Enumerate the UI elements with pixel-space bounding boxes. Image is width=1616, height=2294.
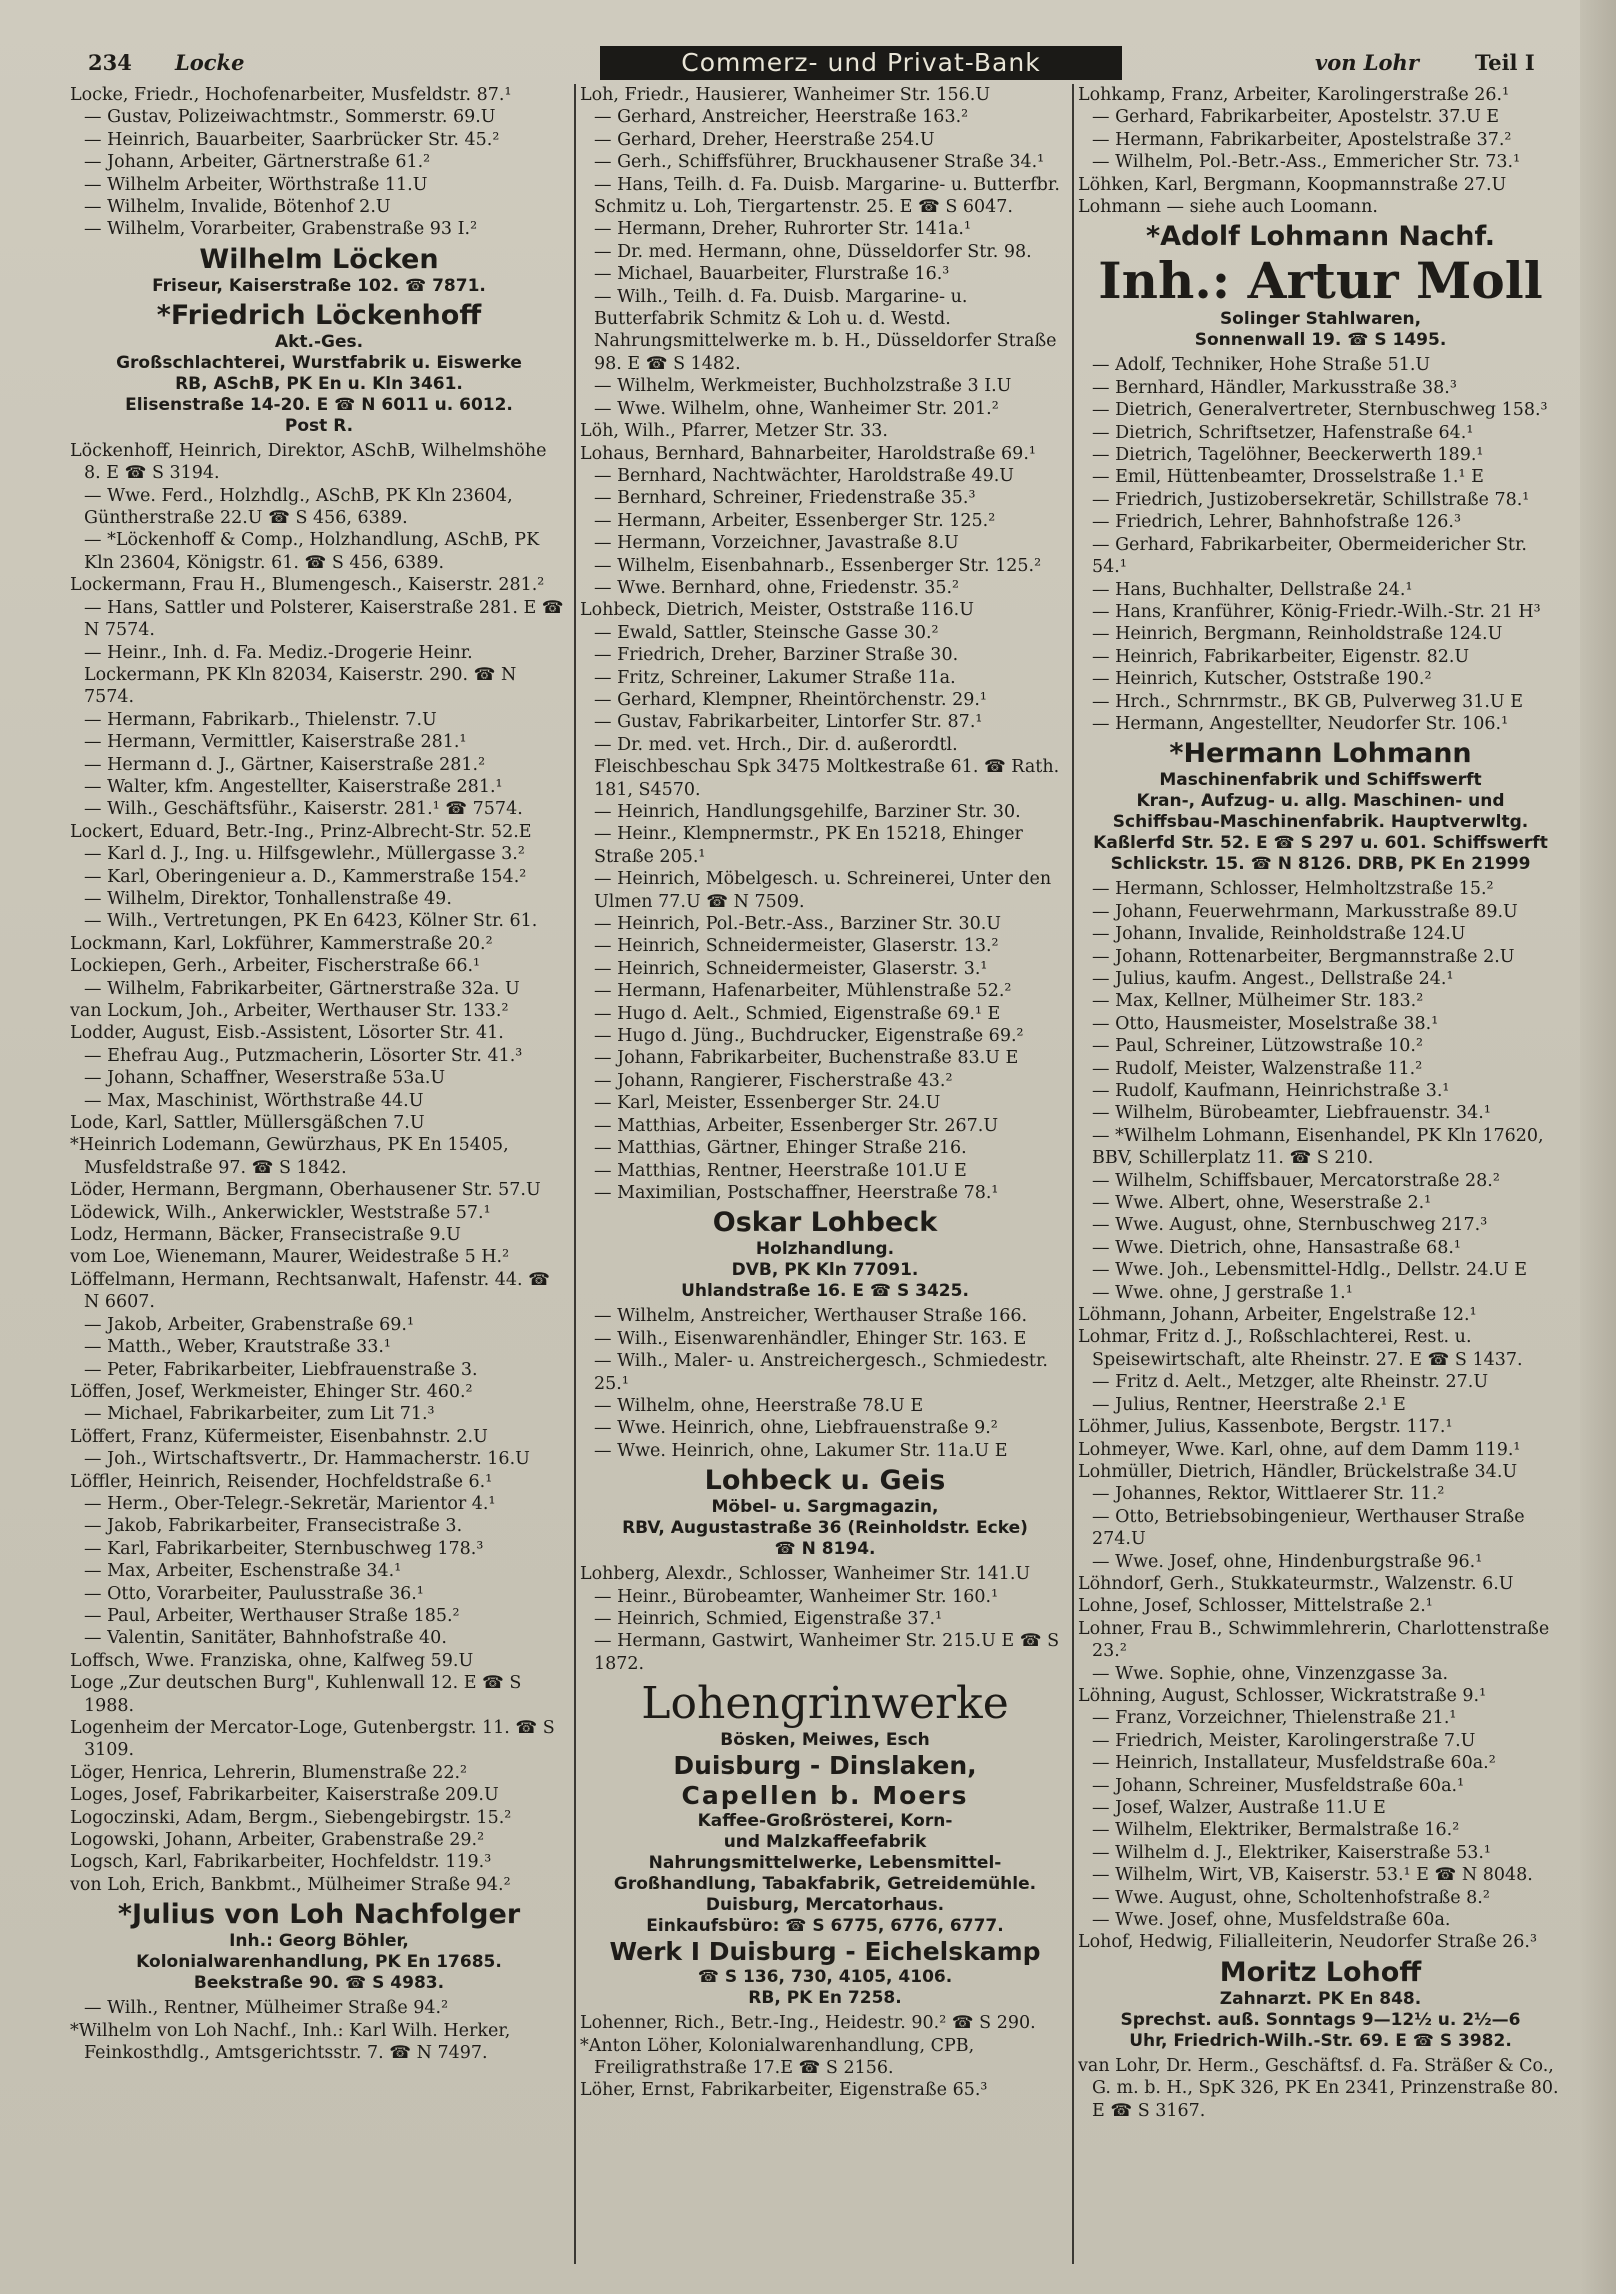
directory-entry: — Hugo d. Aelt., Schmied, Eigenstraße 69.¹ E (580, 1003, 1070, 1025)
directory-entry: — Heinrich, Möbelgesch. u. Schreinerei, Unter den Ulmen 77.U ☎ N 7509. (580, 868, 1070, 913)
directory-entry: Löhmer, Julius, Kassenbote, Bergstr. 117.¹ (1078, 1417, 1453, 1438)
directory-entry: Löckenhoff, Heinrich, Direktor, ASchB, Wilhelmshöhe 8. E ☎ S 3194. (70, 440, 547, 484)
directory-entry: — *Löckenhoff & Comp., Holzhandlung, ASchB, PK Kln 23604, Königstr. 61. ☎ S 456, 6389. (70, 529, 568, 574)
directory-entry: — Emil, Hüttenbeamter, Drosselstraße 1.¹ E (1078, 466, 1563, 488)
advertisement-line: Lohengrinwerke (641, 1678, 1009, 1730)
directory-entry: — Johann, Rottenarbeiter, Bergmannstraße 2.U (1078, 946, 1563, 968)
directory-entry: Lödewick, Wilh., Ankerwickler, Weststraße 57.¹ (70, 1202, 491, 1223)
directory-entry: — Paul, Arbeiter, Werthauser Straße 185.² (70, 1605, 568, 1627)
directory-entry: — Gerh., Schiffsführer, Bruckhausener Straße 34.¹ (580, 151, 1070, 173)
directory-entry: Lohberg, Alexdr., Schlosser, Wanheimer Str. 141.U (580, 1564, 1031, 1585)
directory-entry: Loges, Josef, Fabrikarbeiter, Kaiserstraße 209.U (70, 1785, 499, 1806)
directory-entry: — Fritz d. Aelt., Metzger, alte Rheinstr. 27.U (1078, 1371, 1563, 1393)
directory-entry: — Friedrich, Lehrer, Bahnhofstraße 126.³ (1078, 511, 1563, 533)
directory-entry: — Friedrich, Justizobersekretär, Schillstraße 78.¹ (1078, 489, 1563, 511)
directory-entry: Lohmeyer, Wwe. Karl, ohne, auf dem Damm 119.¹ (1078, 1439, 1521, 1460)
directory-entry: — Heinrich, Pol.-Betr.-Ass., Barziner Str. 30.U (580, 913, 1070, 935)
directory-entry: van Lockum, Joh., Arbeiter, Werthauser Str. 133.² (70, 1001, 509, 1021)
directory-entry: — Wwe. Josef, ohne, Musfeldstraße 60a. (1078, 1909, 1563, 1931)
directory-entry: *Anton Löher, Kolonialwarenhandlung, CPB, Freiligrathstraße 17.E ☎ S 2156. (580, 2035, 975, 2078)
directory-entry: — Heinrich, Kutscher, Oststraße 190.² (1078, 668, 1563, 690)
advertisement-line: ☎ S 136, 730, 4105, 4106. (697, 1967, 953, 1988)
directory-entry: — Heinrich, Schneidermeister, Glaserstr. 3.¹ (580, 958, 1070, 980)
directory-entry: — Johann, Rangierer, Fischerstraße 43.² (580, 1070, 1070, 1092)
directory-entry: — Wwe. Albert, ohne, Weserstraße 2.¹ (1078, 1192, 1563, 1214)
directory-entry: Lockert, Eduard, Betr.-Ing., Prinz-Albrecht-Str. 52.E (70, 821, 532, 842)
advertisement-line: Capellen b. Moers (681, 1781, 969, 1811)
directory-entry: — Max, Kellner, Mülheimer Str. 183.² (1078, 990, 1563, 1012)
directory-entry: Loge „Zur deutschen Burg", Kuhlenwall 12. E ☎ S 1988. (70, 1673, 522, 1716)
advertisement-line: und Malzkaffeefabrik (723, 1832, 927, 1853)
directory-entry: — Michael, Fabrikarbeiter, zum Lit 71.³ (70, 1403, 568, 1425)
directory-entry: — Dr. med. vet. Hrch., Dir. d. außerordtl. Fleischbeschau Spk 3475 Moltkestraße 61. ☎ Rath. 181, S4570. (580, 734, 1070, 801)
column-divider (1072, 84, 1074, 2264)
advertisement-line: Kaffee-Großrösterei, Korn- (697, 1811, 953, 1832)
directory-entry: — Bernhard, Schreiner, Friedenstraße 35.³ (580, 487, 1070, 509)
advertisement-line: Duisburg, Mercatorhaus. (705, 1895, 945, 1916)
directory-entry: Lockiepen, Gerh., Arbeiter, Fischerstraße 66.¹ (70, 956, 481, 977)
directory-entry: — Friedrich, Meister, Karolingerstraße 7.U (1078, 1730, 1563, 1752)
directory-entry: — Gerhard, Fabrikarbeiter, Apostelstr. 37.U E (1078, 106, 1563, 128)
directory-entry: Logowski, Johann, Arbeiter, Grabenstraße 29.² (70, 1830, 485, 1851)
column-middle (580, 84, 1070, 2264)
advertisement-line: Oskar Lohbeck (712, 1207, 938, 1239)
advertisement-line: Wilhelm Löcken (199, 243, 439, 275)
advertisement-block (70, 300, 568, 437)
directory-entry: — Hermann, Dreher, Ruhrorter Str. 141a.¹ (580, 218, 1070, 240)
advertisement-line: Moritz Lohoff (1219, 1956, 1422, 1988)
directory-entry: Lode, Karl, Sattler, Müllersgäßchen 7.U (70, 1113, 425, 1134)
directory-entry: — Hermann, Gastwirt, Wanheimer Str. 215.U E ☎ S 1872. (580, 1630, 1070, 1675)
directory-entry: — Michael, Bauarbeiter, Flurstraße 16.³ (580, 263, 1070, 285)
page-number: 234 (88, 50, 132, 75)
directory-entry: Löhken, Karl, Bergmann, Koopmannstraße 27.U (1078, 174, 1507, 195)
directory-entry: — Wwe. Ferd., Holzhdlg., ASchB, PK Kln 23604, Güntherstraße 22.U ☎ S 456, 6389. (70, 485, 568, 530)
directory-entry: — Jakob, Fabrikarbeiter, Fransecistraße 3. (70, 1515, 568, 1537)
directory-entry: — Hermann, Angestellter, Neudorfer Str. 106.¹ (1078, 713, 1563, 735)
advertisement-line: Lohbeck u. Geis (704, 1465, 946, 1497)
directory-entry: — Herm., Ober-Telegr.-Sekretär, Marientor 4.¹ (70, 1493, 568, 1515)
directory-entry: — Hermann, Fabrikarb., Thielenstr. 7.U (70, 709, 568, 731)
advertisement-line: Akt.-Ges. (274, 331, 364, 352)
advertisement-line: Uhlandstraße 16. E ☎ S 3425. (681, 1281, 969, 1302)
directory-entry: — Wilhelm, Anstreicher, Werthauser Straße 166. (580, 1305, 1070, 1327)
directory-entry: — Hermann, Fabrikarbeiter, Apostelstraße 37.² (1078, 129, 1563, 151)
directory-entry: — Max, Arbeiter, Eschenstraße 34.¹ (70, 1560, 568, 1582)
advertisement-line: Werk I Duisburg - Eichelskamp (609, 1937, 1041, 1967)
directory-entry: Löh, Wilh., Pfarrer, Metzer Str. 33. (580, 421, 888, 442)
directory-entry: — Johann, Invalide, Reinholdstraße 124.U (1078, 923, 1563, 945)
directory-entry: — Matthias, Arbeiter, Essenberger Str. 267.U (580, 1115, 1070, 1137)
scan-edge (1580, 0, 1616, 2294)
advertisement-line: Inh.: Artur Moll (1098, 251, 1543, 311)
directory-entry: — Gerhard, Fabrikarbeiter, Obermeidericher Str. 54.¹ (1078, 534, 1563, 579)
directory-entry: — Dietrich, Schriftsetzer, Hafenstraße 64.¹ (1078, 422, 1563, 444)
directory-entry: — Otto, Betriebsobingenieur, Werthauser Straße 274.U (1078, 1506, 1563, 1551)
directory-entry: — Heinrich, Installateur, Musfeldstraße 60a.² (1078, 1752, 1563, 1774)
directory-entry: Löger, Henrica, Lehrerin, Blumenstraße 22.² (70, 1762, 468, 1783)
directory-entry: Löher, Ernst, Fabrikarbeiter, Eigenstraße 65.³ (580, 2080, 988, 2101)
advertisement-block (580, 1207, 1070, 1302)
directory-entry: — Rudolf, Meister, Walzenstraße 11.² (1078, 1058, 1563, 1080)
directory-entry: Lohmar, Fritz d. J., Roßschlachterei, Rest. u. Speisewirtschaft, alte Rheinstr. 27. E ☎ S 1437. (1078, 1327, 1523, 1370)
directory-entry: — Wilhelm, Werkmeister, Buchholzstraße 3 I.U (580, 375, 1070, 397)
advertisement-line: *Julius von Loh Nachfolger (117, 1899, 521, 1931)
directory-entry: — Otto, Hausmeister, Moselstraße 38.¹ (1078, 1013, 1563, 1035)
directory-entry: Löder, Hermann, Bergmann, Oberhausener Str. 57.U (70, 1180, 541, 1201)
advertisement-line: Zahnarzt. PK En 848. (1219, 1988, 1422, 2009)
directory-entry: von Loh, Erich, Bankbmt., Mülheimer Straße 94.² (70, 1874, 511, 1895)
directory-entry: Locke, Friedr., Hochofenarbeiter, Musfeldstr. 87.¹ (70, 85, 512, 105)
directory-entry: — Wilh., Eisenwarenhändler, Ehinger Str. 163. E (580, 1328, 1070, 1350)
directory-entry: Löffler, Heinrich, Reisender, Hochfeldstraße 6.¹ (70, 1471, 493, 1492)
directory-entry: Lohenner, Rich., Betr.-Ing., Heidestr. 90.² ☎ S 290. (580, 2013, 1036, 2034)
directory-entry: — Wilhelm, Bürobeamter, Liebfrauenstr. 34.¹ (1078, 1102, 1563, 1124)
directory-entry: — Wwe. Heinrich, ohne, Lakumer Str. 11a.U E (580, 1440, 1070, 1462)
header-right-word: von Lohr (1315, 50, 1419, 75)
directory-entry: — Fritz, Schreiner, Lakumer Straße 11a. (580, 667, 1070, 689)
advertisement-line: RB, PK En 7258. (748, 1988, 902, 2009)
directory-entry: Logsch, Karl, Fabrikarbeiter, Hochfeldstr. 119.³ (70, 1852, 492, 1873)
directory-entry: — Hermann, Arbeiter, Essenberger Str. 125.² (580, 510, 1070, 532)
directory-entry: — Hermann, Vorzeichner, Javastraße 8.U (580, 532, 1070, 554)
advertisement-block (1078, 738, 1563, 875)
directory-entry: — Johann, Fabrikarbeiter, Buchenstraße 83.U E (580, 1047, 1070, 1069)
advertisement-line: Nahrungsmittelwerke, Lebensmittel- (648, 1853, 1002, 1874)
directory-entry: Lodz, Hermann, Bäcker, Fransecistraße 9.U (70, 1225, 461, 1246)
directory-entry: vom Loe, Wienemann, Maurer, Weidestraße 5 H.² (70, 1247, 510, 1268)
advertisement-line: Holzhandlung. (755, 1239, 895, 1260)
directory-entry: — Heinrich, Bauarbeiter, Saarbrücker Str. 45.² (70, 129, 568, 151)
directory-entry: — Jakob, Arbeiter, Grabenstraße 69.¹ (70, 1314, 568, 1336)
directory-entry: — Paul, Schreiner, Lützowstraße 10.² (1078, 1035, 1563, 1057)
directory-entry: — Wwe. Joh., Lebensmittel-Hdlg., Dellstr. 24.U E (1078, 1259, 1563, 1281)
advertisement-line: Bösken, Meiwes, Esch (720, 1730, 930, 1751)
directory-entry: — Karl d. J., Ing. u. Hilfsgewlehr., Müllergasse 3.² (70, 843, 568, 865)
directory-entry: — Hermann, Hafenarbeiter, Mühlenstraße 52.² (580, 980, 1070, 1002)
directory-entry: — Otto, Vorarbeiter, Paulusstraße 36.¹ (70, 1583, 568, 1605)
directory-entry: — Maximilian, Postschaffner, Heerstraße 78.¹ (580, 1182, 1070, 1204)
directory-entry: — Wwe. Bernhard, ohne, Friedenstr. 35.² (580, 577, 1070, 599)
directory-entry: — Wilhelm, Direktor, Tonhallenstraße 49. (70, 888, 568, 910)
advertisement-block (70, 244, 568, 297)
advertisement-line: Schlickstr. 15. ☎ N 8126. DRB, PK En 21999 (1110, 854, 1531, 875)
directory-entry: *Wilhelm von Loh Nachf., Inh.: Karl Wilh. Herker, Feinkosthdlg., Amtsgerichtsstr. 7. ☎ N 7497. (70, 2020, 511, 2064)
directory-entry: — Heinrich, Fabrikarbeiter, Eigenstr. 82.U (1078, 646, 1563, 668)
advertisement-block (580, 1465, 1070, 1560)
directory-entry: Lohmann — siehe auch Loomann. (1078, 197, 1378, 218)
directory-entry: — Hans, Sattler und Polsterer, Kaiserstraße 281. E ☎ N 7574. (70, 597, 568, 642)
advertisement-line: Kolonialwarenhandlung, PK En 17685. (136, 1952, 502, 1973)
advertisement-line: Uhr, Friedrich-Wilh.-Str. 69. E ☎ S 3982. (1129, 2030, 1512, 2051)
directory-entry: — Wilhelm Arbeiter, Wörthstraße 11.U (70, 174, 568, 196)
directory-entry: — Julius, kaufm. Angest., Dellstraße 24.¹ (1078, 968, 1563, 990)
advertisement-block (70, 1899, 568, 1994)
directory-entry: — Wilh., Teilh. d. Fa. Duisb. Margarine- u. Butterfabrik Schmitz & Loh u. d. Westd. Nahrungsmittelwerke m. b. H., Düsseldorfer Straße 98. E ☎ S 1482. (580, 286, 1070, 376)
directory-entry: — Valentin, Sanitäter, Bahnhofstraße 40. (70, 1627, 568, 1649)
directory-entry: — Walter, kfm. Angestellter, Kaiserstraße 281.¹ (70, 776, 568, 798)
advertisement-line: Einkaufsbüro: ☎ S 6775, 6776, 6777. (646, 1916, 1004, 1937)
directory-entry: — *Wilhelm Lohmann, Eisenhandel, PK Kln 17620, BBV, Schillerplatz 11. ☎ S 210. (1078, 1125, 1563, 1170)
bank-banner: Commerz- und Privat-Bank (600, 46, 1122, 80)
advertisement-line: Schiffsbau-Maschinenfabrik. Hauptverwltg. (1112, 812, 1529, 833)
directory-entry: — Wwe. Heinrich, ohne, Liebfrauenstraße 9.² (580, 1417, 1070, 1439)
directory-entry: — Wilhelm, Elektriker, Bermalstraße 16.² (1078, 1819, 1563, 1841)
directory-entry: Loffsch, Wwe. Franziska, ohne, Kalfweg 59.U (70, 1650, 474, 1671)
directory-entry: Lohkamp, Franz, Arbeiter, Karolingerstraße 26.¹ (1078, 85, 1510, 105)
directory-entry: — Wilh., Rentner, Mülheimer Straße 94.² (70, 1997, 568, 2019)
directory-entry: — Karl, Meister, Essenberger Str. 24.U (580, 1092, 1070, 1114)
advertisement-line: ☎ N 8194. (774, 1539, 876, 1560)
header-left-word: Locke (175, 50, 245, 75)
directory-entry: — Heinr., Bürobeamter, Wanheimer Str. 160.¹ (580, 1586, 1070, 1608)
directory-entry: Lodder, August, Eisb.-Assistent, Lösorter Str. 41. (70, 1023, 504, 1044)
directory-entry: Lockermann, Frau H., Blumengesch., Kaiserstr. 281.² (70, 575, 545, 596)
directory-entry: — Johann, Arbeiter, Gärtnerstraße 61.² (70, 151, 568, 173)
directory-entry: Lohmüller, Dietrich, Händler, Brückelstraße 34.U (1078, 1461, 1518, 1482)
directory-entry: Löffert, Franz, Küfermeister, Eisenbahnstr. 2.U (70, 1426, 488, 1447)
directory-entry: Lohaus, Bernhard, Bahnarbeiter, Haroldstraße 69.¹ (580, 443, 1036, 464)
directory-entry: — Julius, Rentner, Heerstraße 2.¹ E (1078, 1394, 1563, 1416)
page-header (70, 46, 1560, 82)
advertisement-line: *Hermann Lohmann (1169, 738, 1472, 770)
directory-entry: — Hermann, Vermittler, Kaiserstraße 281.¹ (70, 731, 568, 753)
column-right (1078, 84, 1563, 2264)
directory-entry: — Wwe. ohne, J gerstraße 1.¹ (1078, 1282, 1563, 1304)
directory-entry: — Heinrich, Bergmann, Reinholdstraße 124.U (1078, 623, 1563, 645)
advertisement-line: Inh.: Georg Böhler, (229, 1931, 409, 1952)
directory-entry: — Gustav, Fabrikarbeiter, Lintorfer Str. 87.¹ (580, 711, 1070, 733)
directory-entry: — Heinrich, Schneidermeister, Glaserstr. 13.² (580, 935, 1070, 957)
directory-entry: — Wilhelm, Invalide, Bötenhof 2.U (70, 196, 568, 218)
directory-entry: — Karl, Fabrikarbeiter, Sternbuschweg 178.³ (70, 1538, 568, 1560)
directory-entry: Löhmann, Johann, Arbeiter, Engelstraße 12.¹ (1078, 1305, 1477, 1326)
directory-entry: — Josef, Walzer, Austraße 11.U E (1078, 1797, 1563, 1819)
advertisement-line: Großhandlung, Tabakfabrik, Getreidemühle. (613, 1874, 1037, 1895)
directory-entry: — Wwe. August, ohne, Scholtenhofstraße 8.² (1078, 1887, 1563, 1909)
directory-entry: — Johannes, Rektor, Wittlaerer Str. 11.² (1078, 1483, 1563, 1505)
directory-entry: — Bernhard, Nachtwächter, Haroldstraße 49.U (580, 465, 1070, 487)
directory-entry: — Dietrich, Tagelöhner, Beeckerwerth 189.¹ (1078, 444, 1563, 466)
advertisement-line: RBV, Augustastraße 36 (Reinholdstr. Ecke) (622, 1518, 1028, 1539)
directory-entry: — Dr. med. Hermann, ohne, Düsseldorfer Str. 98. (580, 241, 1070, 263)
directory-entry: — Rudolf, Kaufmann, Heinrichstraße 3.¹ (1078, 1080, 1563, 1102)
directory-entry: — Heinr., Inh. d. Fa. Mediz.-Drogerie Heinr. Lockermann, PK Kln 82034, Kaiserstr. 290. ☎ N 7574. (70, 642, 568, 709)
directory-entry: — Wilhelm, Vorarbeiter, Grabenstraße 93 I.² (70, 218, 568, 240)
directory-entry: Löhndorf, Gerh., Stukkateurmstr., Walzenstr. 6.U (1078, 1573, 1514, 1594)
directory-entry: — Gerhard, Klempner, Rheintörchenstr. 29.¹ (580, 689, 1070, 711)
directory-entry: — Heinrich, Handlungsgehilfe, Barziner Str. 30. (580, 801, 1070, 823)
advertisement-block (580, 1678, 1070, 2009)
directory-entry: — Wilhelm, Pol.-Betr.-Ass., Emmericher Str. 73.¹ (1078, 151, 1563, 173)
directory-entry: — Hans, Kranführer, König-Friedr.-Wilh.-Str. 21 H³ (1078, 601, 1563, 623)
advertisement-line: DVB, PK Kln 77091. (731, 1260, 919, 1281)
directory-entry: — Ehefrau Aug., Putzmacherin, Lösorter Str. 41.³ (70, 1045, 568, 1067)
directory-entry: — Friedrich, Dreher, Barziner Straße 30. (580, 644, 1070, 666)
advertisement-line: Post R. (284, 415, 354, 436)
directory-entry: — Hugo d. Jüng., Buchdrucker, Eigenstraße 69.² (580, 1025, 1070, 1047)
directory-entry: — Wilh., Vertretungen, PK En 6423, Kölner Str. 61. (70, 910, 568, 932)
advertisement-line: *Friedrich Löckenhoff (156, 299, 482, 331)
directory-entry: — Johann, Schreiner, Musfeldstraße 60a.¹ (1078, 1775, 1563, 1797)
directory-entry: — Wwe. Dietrich, ohne, Hansastraße 68.¹ (1078, 1237, 1563, 1259)
advertisement-line: Duisburg - Dinslaken, (673, 1751, 977, 1781)
advertisement-line: Maschinenfabrik und Schiffswerft (1159, 770, 1482, 791)
header-part: Teil I (1475, 50, 1535, 75)
directory-entry: — Gerhard, Anstreicher, Heerstraße 163.² (580, 106, 1070, 128)
directory-entry: Löffelmann, Hermann, Rechtsanwalt, Hafenstr. 44. ☎ N 6607. (70, 1269, 550, 1313)
directory-entry: — Heinr., Klempnermstr., PK En 15218, Ehinger Straße 205.¹ (580, 823, 1070, 868)
directory-entry: — Ewald, Sattler, Steinsche Gasse 30.² (580, 622, 1070, 644)
directory-entry: — Heinrich, Schmied, Eigenstraße 37.¹ (580, 1608, 1070, 1630)
directory-entry: — Adolf, Techniker, Hohe Straße 51.U (1078, 354, 1563, 376)
directory-entry: — Wilh., Maler- u. Anstreichergesch., Schmiedestr. 25.¹ (580, 1350, 1070, 1395)
directory-entry: — Matthias, Rentner, Heerstraße 101.U E (580, 1160, 1070, 1182)
directory-entry: — Wwe. August, ohne, Sternbuschweg 217.³ (1078, 1214, 1563, 1236)
advertisement-line: RB, ASchB, PK En u. Kln 3461. (175, 373, 463, 394)
directory-entry: Lohner, Frau B., Schwimmlehrerin, Charlottenstraße 23.² (1078, 1618, 1550, 1662)
directory-entry: Löhning, August, Schlosser, Wickratstraße 9.¹ (1078, 1685, 1487, 1706)
directory-entry: — Wilhelm, Wirt, VB, Kaiserstr. 53.¹ E ☎ N 8048. (1078, 1864, 1563, 1886)
directory-entry: — Wwe. Wilhelm, ohne, Wanheimer Str. 201.² (580, 398, 1070, 420)
directory-entry: — Wwe. Josef, ohne, Hindenburgstraße 96.¹ (1078, 1551, 1563, 1573)
advertisement-line: Kran-, Aufzug- u. allg. Maschinen- und (1136, 791, 1505, 812)
directory-entry: Lohbeck, Dietrich, Meister, Oststraße 116.U (580, 600, 974, 621)
column-left (70, 84, 568, 2264)
directory-entry: — Wilhelm, Fabrikarbeiter, Gärtnerstraße 32a. U (70, 978, 568, 1000)
directory-entry: — Joh., Wirtschaftsvertr., Dr. Hammacherstr. 16.U (70, 1448, 568, 1470)
directory-entry: — Dietrich, Generalvertreter, Sternbuschweg 158.³ (1078, 399, 1563, 421)
advertisement-line: Kaßlerfd Str. 52. E ☎ S 297 u. 601. Schiffswerft (1093, 833, 1548, 854)
directory-entry: Lockmann, Karl, Lokführer, Kammerstraße 20.² (70, 933, 493, 954)
directory-entry: — Max, Maschinist, Wörthstraße 44.U (70, 1090, 568, 1112)
directory-entry: — Wwe. Sophie, ohne, Vinzenzgasse 3a. (1078, 1663, 1563, 1685)
directory-entry: — Wilh., Geschäftsführ., Kaiserstr. 281.¹ ☎ 7574. (70, 798, 568, 820)
directory-entry: — Wilhelm d. J., Elektriker, Kaiserstraße 53.¹ (1078, 1842, 1563, 1864)
directory-entry: — Hans, Buchhalter, Dellstraße 24.¹ (1078, 579, 1563, 601)
advertisement-line: Elisenstraße 14-20. E ☎ N 6011 u. 6012. (125, 394, 513, 415)
directory-entry: — Wilhelm, Eisenbahnarb., Essenberger Str. 125.² (580, 555, 1070, 577)
directory-entry: Logenheim der Mercator-Loge, Gutenbergstr. 11. ☎ S 3109. (70, 1718, 555, 1761)
advertisement-line: Sprechst. auß. Sonntags 9—12½ u. 2½—6 (1120, 2009, 1521, 2030)
directory-entry: Logoczinski, Adam, Bergm., Siebengebirgstr. 15.² (70, 1807, 512, 1828)
directory-entry: — Johann, Schaffner, Weserstraße 53a.U (70, 1067, 568, 1089)
directory-entry: — Peter, Fabrikarbeiter, Liebfrauenstraße 3. (70, 1359, 568, 1381)
advertisement-block (1078, 221, 1563, 351)
directory-entry: Lohof, Hedwig, Filialleiterin, Neudorfer Straße 26.³ (1078, 1932, 1538, 1953)
directory-entry: — Wilhelm, Schiffsbauer, Mercatorstraße 28.² (1078, 1170, 1563, 1192)
column-divider (574, 84, 576, 2264)
directory-entry: van Lohr, Dr. Herm., Geschäftsf. d. Fa. Sträßer & Co., G. m. b. H., SpK 326, PK En 2341, Prinzenstraße 80. E ☎ S 3167. (1078, 2055, 1559, 2121)
advertisement-line: Möbel- u. Sargmagazin, (711, 1497, 939, 1518)
directory-entry: *Heinrich Lodemann, Gewürzhaus, PK En 15405, Musfeldstraße 97. ☎ S 1842. (70, 1135, 509, 1178)
directory-entry: — Franz, Vorzeichner, Thielenstraße 21.¹ (1078, 1707, 1563, 1729)
directory-entry: — Hrch., Schrnrmstr., BK GB, Pulverweg 31.U E (1078, 691, 1563, 713)
directory-entry: — Hermann d. J., Gärtner, Kaiserstraße 281.² (70, 754, 568, 776)
advertisement-line: *Adolf Lohmann Nachf. (1145, 221, 1496, 253)
advertisement-block (1078, 1957, 1563, 2052)
directory-entry: Lohne, Josef, Schlosser, Mittelstraße 2.¹ (1078, 1596, 1433, 1617)
directory-entry: — Hans, Teilh. d. Fa. Duisb. Margarine- u. Butterfbr. Schmitz u. Loh, Tiergartenstr. 25. E ☎ S 6047. (580, 174, 1070, 219)
advertisement-line: Sonnenwall 19. ☎ S 1495. (1194, 330, 1447, 351)
directory-entry: Löffen, Josef, Werkmeister, Ehinger Str. 460.² (70, 1381, 473, 1402)
directory-entry: — Matth., Weber, Krautstraße 33.¹ (70, 1336, 568, 1358)
directory-entry: — Bernhard, Händler, Markusstraße 38.³ (1078, 377, 1563, 399)
directory-entry: — Wilhelm, ohne, Heerstraße 78.U E (580, 1395, 1070, 1417)
directory-entry: Loh, Friedr., Hausierer, Wanheimer Str. 156.U (580, 85, 991, 105)
advertisement-line: Beekstraße 90. ☎ S 4983. (193, 1973, 445, 1994)
directory-entry: — Matthias, Gärtner, Ehinger Straße 216. (580, 1137, 1070, 1159)
directory-entry: — Johann, Feuerwehrmann, Markusstraße 89.U (1078, 901, 1563, 923)
advertisement-line: Großschlachterei, Wurstfabrik u. Eiswerke (116, 352, 522, 373)
directory-entry: — Hermann, Schlosser, Helmholtzstraße 15.² (1078, 878, 1563, 900)
advertisement-line: Friseur, Kaiserstraße 102. ☎ 7871. (152, 275, 486, 296)
advertisement-line: Solinger Stahlwaren, (1219, 309, 1422, 330)
directory-entry: — Karl, Oberingenieur a. D., Kammerstraße 154.² (70, 866, 568, 888)
directory-entry: — Gustav, Polizeiwachtmstr., Sommerstr. 69.U (70, 106, 568, 128)
directory-entry: — Gerhard, Dreher, Heerstraße 254.U (580, 129, 1070, 151)
